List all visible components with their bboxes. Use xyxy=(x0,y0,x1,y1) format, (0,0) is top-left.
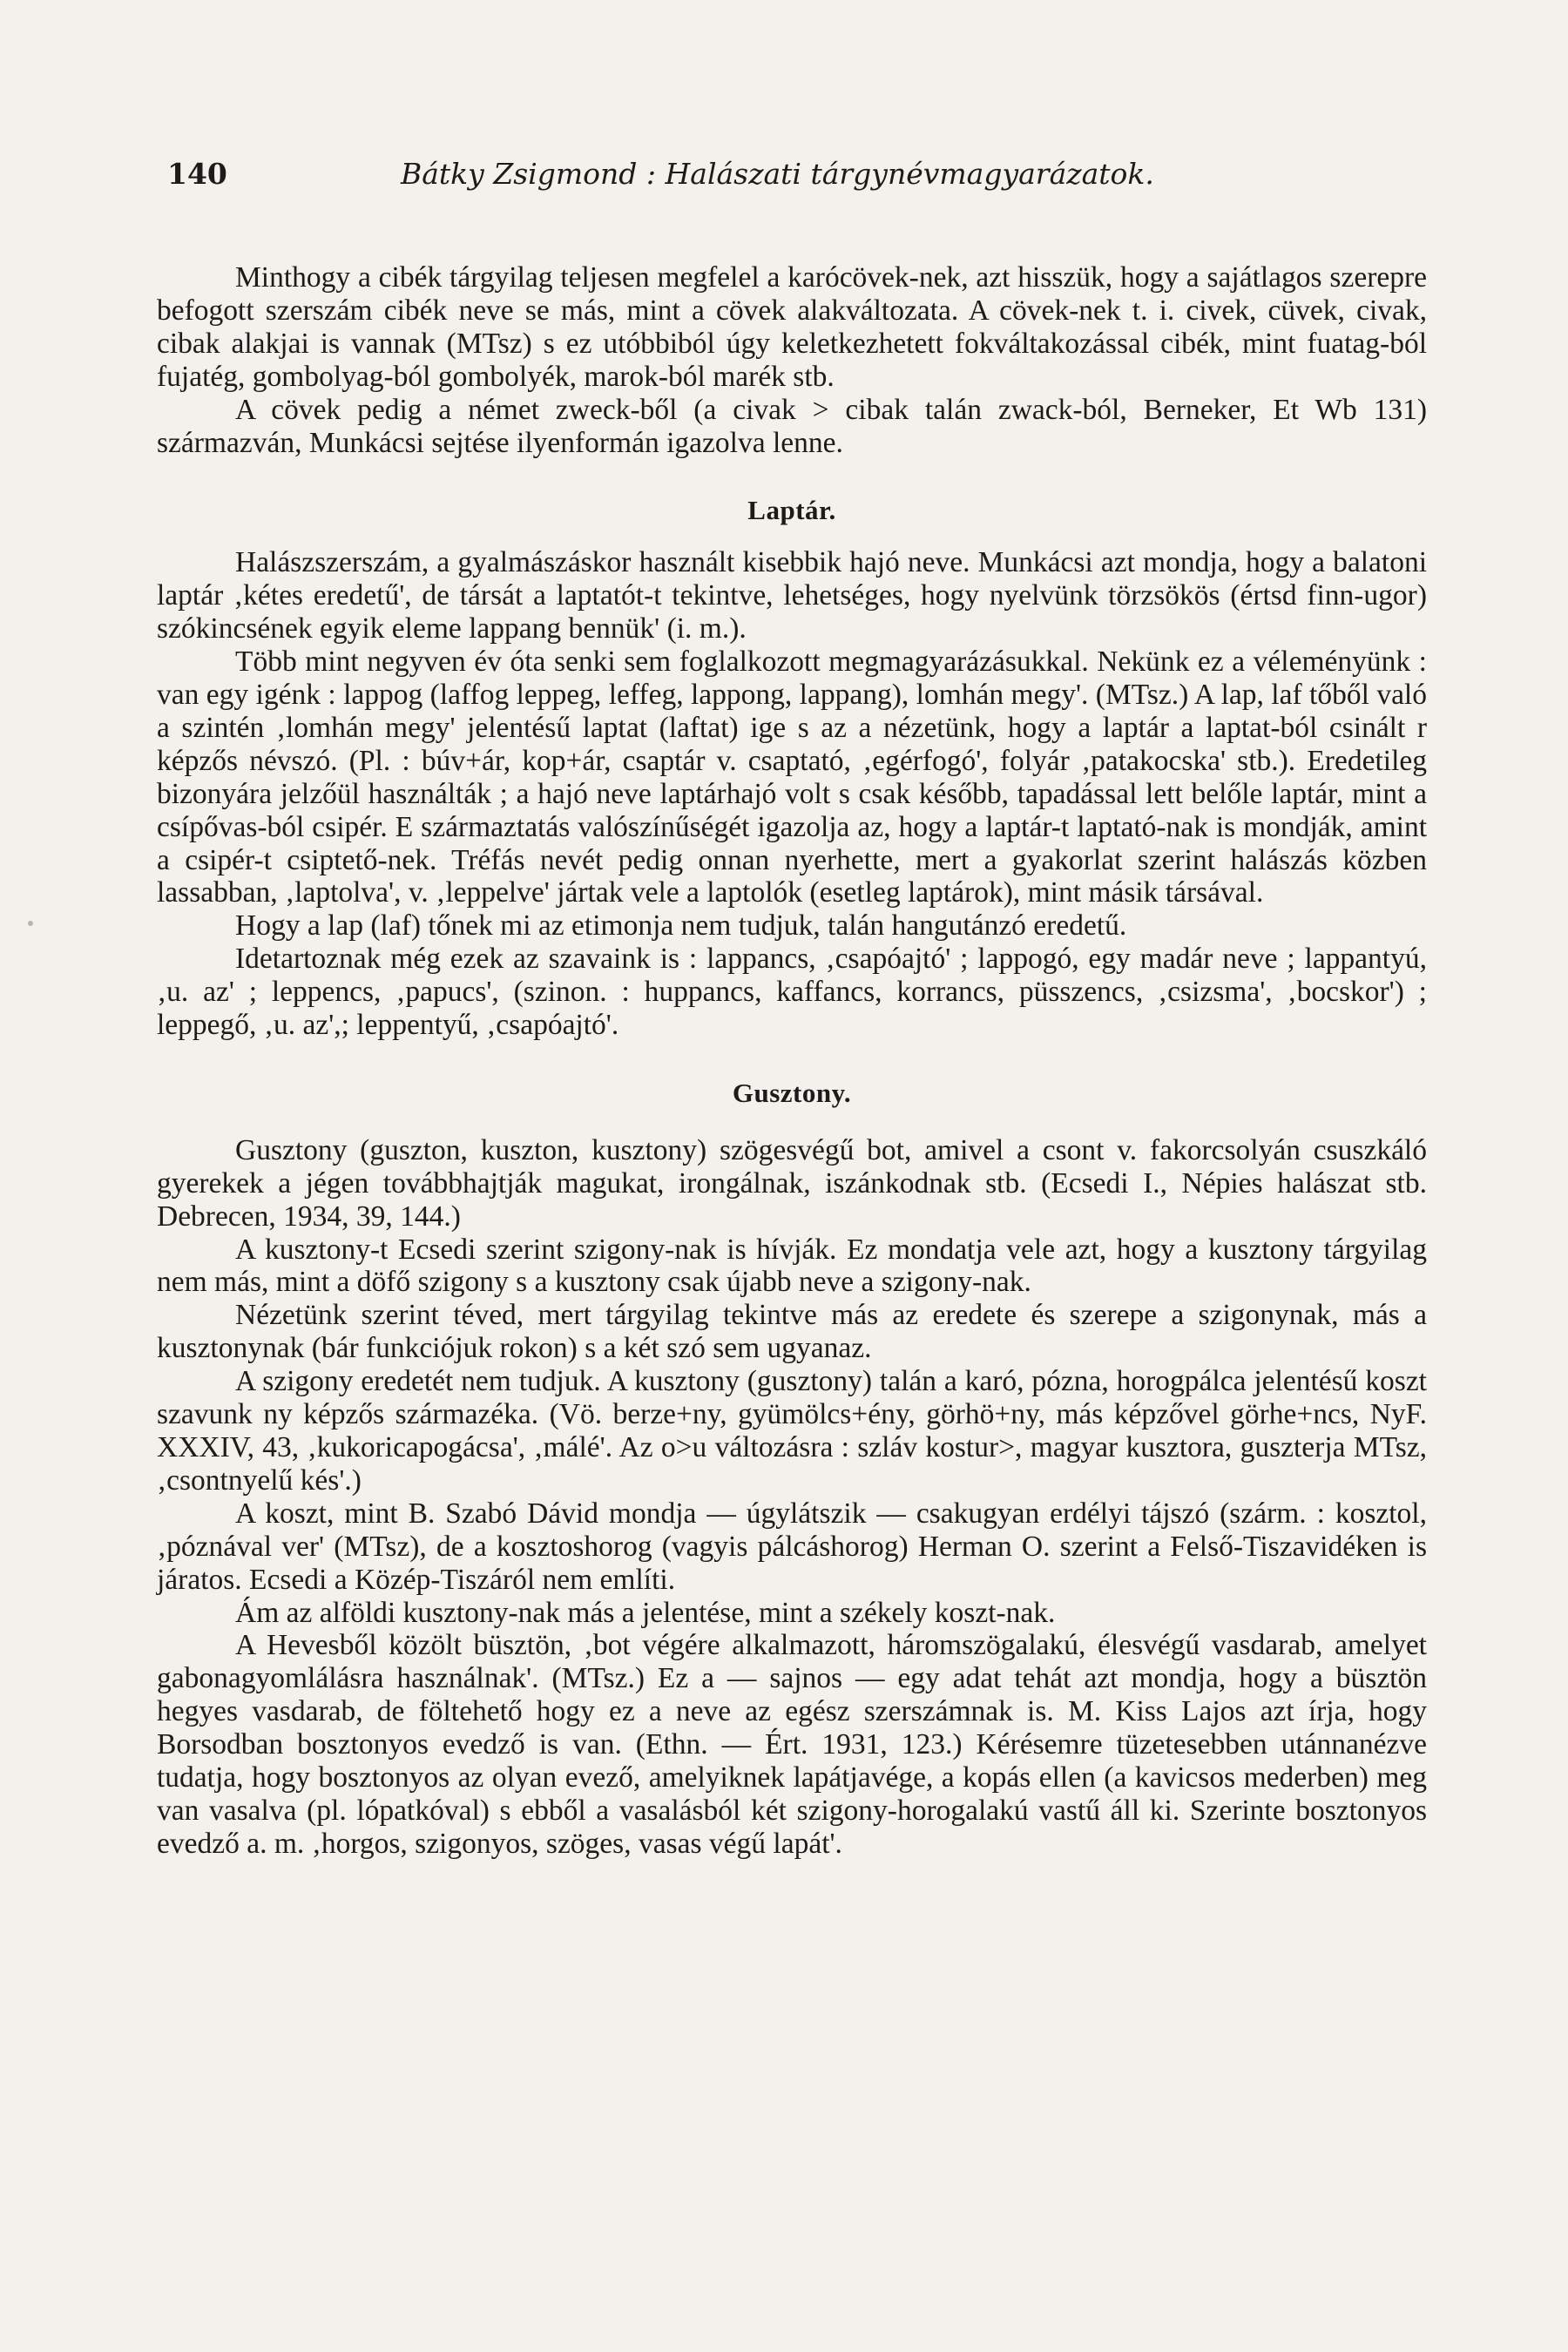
paragraph: Több mint negyven év óta senki sem foglalkozott megmagyarázásukkal. Nekünk ez a véleményünk : van egy igénk : lappog (laffog leppeg, leffeg, lappong, lappang), lomhán megy'. (MTsz.) A lap, laf tőből való a szintén ‚lomhán megy' jelentésű laptat (laftat) ige s az a nézetünk, hogy a laptár a laptat-ból csinált r képzős névszó. (Pl. : búv+ár, kop+ár, csaptár v. csaptató, ‚egérfogó', folyár ‚patakocska' stb.). Eredetileg bizonyára jelzőül használták ; a hajó neve laptárhajó volt s csak később, tapadással lett belőle laptár, mint a csípővas-ból csipér. E származtatás valószínűségét igazolja az, hogy a laptár-t laptató-nak is mondják, amint a csipér-t csiptető-nek. Tréfás nevét pedig onnan nyerhette, mert a gyakorlat szerint halászás közben lassabban, ‚laptolva', v. ‚leppelve' jártak vele a laptolók (esetleg laptárok), mint másik társával. xyxy=(157,645,1427,909)
paragraph: Nézetünk szerint téved, mert tárgyilag tekintve más az eredete és szerepe a szigonynak, más a kusztonynak (bár funkciójuk rokon) s a két szó sem ugyanaz. xyxy=(157,1299,1427,1365)
paragraph: A koszt, mint B. Szabó Dávid mondja — úgylátszik — csakugyan erdélyi tájszó (szárm. : kosztol, ‚póznával ver' (MTsz), de a kosztoshorog (vagyis pálcáshorog) Herman O. szerint a Felső-Tiszavidéken is járatos. Ecsedi a Közép-Tiszáról nem említi. xyxy=(157,1497,1427,1596)
paragraph: A kusztony-t Ecsedi szerint szigony-nak is hívják. Ez mondatja vele azt, hogy a kusztony tárgyilag nem más, mint a döfő szigony s a kusztony csak újabb neve a szigony-nak. xyxy=(157,1233,1427,1299)
article-body xyxy=(157,261,1427,1861)
section-heading-gusztony: Gusztony. xyxy=(732,1077,852,1108)
paragraph: Gusztony (guszton, kuszton, kusztony) szögesvégű bot, amivel a csont v. fakorcsolyán csuszkáló gyerekek a jégen továbbhajtják magukat, irongálnak, iszánkodnak stb. (Ecsedi I., Népies halászat stb. Debrecen, 1934, 39, 144.) xyxy=(157,1133,1427,1233)
section-heading-laptar: Laptár. xyxy=(747,495,836,526)
paragraph: A cövek pedig a német zweck-ből (a civak > cibak talán zwack-ból, Berneker, Et Wb 131) származván, Munkácsi sejtése ilyenformán igazolva lenne. xyxy=(157,393,1427,459)
page-number: 140 xyxy=(167,157,227,191)
paragraph: Minthogy a cibék tárgyilag teljesen megfelel a karócövek-nek, azt hisszük, hogy a sajátlagos szerepre befogott szerszám cibék neve se más, mint a cövek alakváltozata. A cövek-nek t. i. civek, cüvek, civak, cibak alakjai is vannak (MTsz) s ez utóbbiból úgy keletkezhetett fokváltakozással cibék, mint fuatag-ból fujatég, gombolyag-ból gombolyék, marok-ból marék stb. xyxy=(157,261,1427,393)
paragraph: Halászszerszám, a gyalmászáskor használt kisebbik hajó neve. Munkácsi azt mondja, hogy a balatoni laptár ‚kétes eredetű', de társát a laptatót-t tekintve, lehetséges, hogy nyelvünk törzsökös (értsd finn-ugor) szókincsének egyik eleme lappang bennük' (i. m.). xyxy=(157,546,1427,645)
paragraph: A szigony eredetét nem tudjuk. A kusztony (gusztony) talán a karó, pózna, horogpálca jelentésű koszt szavunk ny képzős származéka. (Vö. berze+ny, gyümölcs+ény, görhö+ny, más képzővel görhe+ncs, NyF. XXXIV, 43, ‚kukoricapogácsa', ‚málé'. Az o>u változásra : szláv kostur>, magyar kusztora, guszterja MTsz, ‚csontnyelű kés'.) xyxy=(157,1365,1427,1497)
page-header xyxy=(159,157,1430,197)
paragraph: A Hevesből közölt büsztön, ‚bot végére alkalmazott, háromszögalakú, élesvégű vasdarab, amelyet gabonagyomlálásra használnak'. (MTsz.) Ez a — sajnos — egy adat tehát azt mondja, hogy a büsztön hegyes vasdarab, de föltehető hogy ez a neve az egész szerszámnak is. M. Kiss Lajos azt írja, hogy Borsodban bosztonyos evedző is van. (Ethn. — Ért. 1931, 123.) Kérésemre tüzetesebben utánnanézve tudatja, hogy bosztonyos az olyan evező, amelyiknek lapátjavége, a kopás ellen (a kavicsos mederben) meg van vasalva (pl. lópatkóval) s ebből a vasalásból két szigony-horogalakú vastű áll ki. Szerinte bosztonyos evedző a. m. ‚horgos, szigonyos, szöges, vasas végű lapát'. xyxy=(157,1629,1427,1860)
paragraph: Hogy a lap (laf) tőnek mi az etimonja nem tudjuk, talán hangutánzó eredetű. xyxy=(235,909,1127,943)
paragraph: Ám az alföldi kusztony-nak más a jelentése, mint a székely koszt-nak. xyxy=(235,1596,1056,1629)
paragraph: Idetartoznak még ezek az szavaink is : lappancs, ‚csapóajtó' ; lappogó, egy madár neve ; lappantyú, ‚u. az' ; leppencs, ‚papucs', (szinon. : huppancs, kaffancs, korrancs, püsszencs, ‚csizsma', ‚bocskor') ; leppegő, ‚u. az',; leppentyű, ‚csapóajtó'. xyxy=(157,943,1427,1042)
paper-speck xyxy=(28,921,33,926)
running-title: Bátky Zsigmond : Halászati tárgynévmagyarázatok. xyxy=(401,157,1154,191)
